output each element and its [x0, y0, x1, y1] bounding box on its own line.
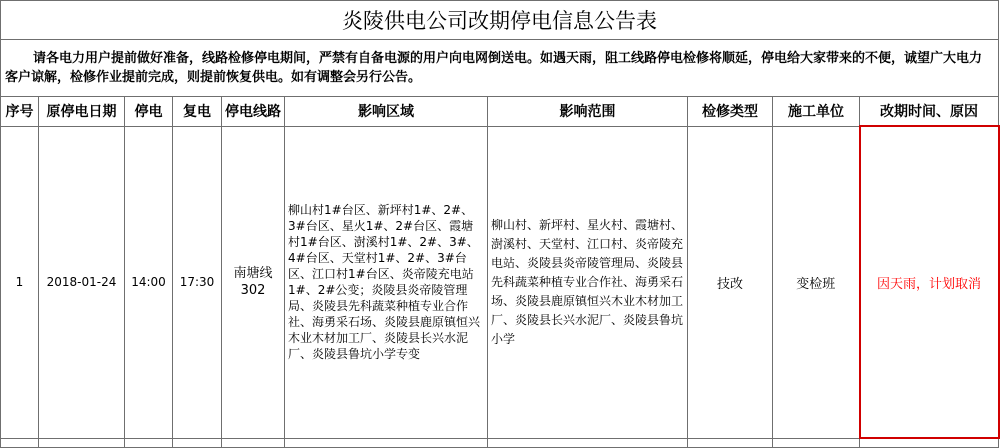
blank-cell — [688, 438, 773, 448]
cell-reason[interactable]: 因天雨，计划取消 — [860, 126, 999, 438]
blank-cell — [173, 438, 222, 448]
blank-cell — [39, 438, 125, 448]
col-header-date: 原停电日期 — [39, 97, 125, 127]
col-header-reason: 改期时间、原因 — [860, 97, 999, 127]
cell-range: 柳山村、新坪村、星火村、霞塘村、澍溪村、天堂村、江口村、炎帝陵充电站、炎陵县炎帝陵管理局、炎陵县先科蔬菜种植专业合作社、海勇采石场、炎陵县鹿原镇恒兴木业木材加工厂、炎陵县长兴水泥厂、炎陵县鲁坑小学 — [488, 126, 688, 438]
intro-row — [1, 40, 999, 97]
col-header-off: 停电 — [125, 97, 173, 127]
cell-off-time: 14:00 — [125, 126, 173, 438]
page-title: 炎陵供电公司改期停电信息公告表 — [1, 1, 999, 40]
title-row — [1, 1, 999, 40]
blank-cell — [125, 438, 173, 448]
blank-cell — [773, 438, 860, 448]
intro-text: 请各电力用户提前做好准备，线路检修停电期间，严禁有自备电源的用户向电网倒送电。如遇天雨，阻工线路停电检修将顺延，停电给大家带来的不便，诚望广大电力客户谅解，检修作业提前完成，则提前恢复供电。如有调整会另行公告。 — [5, 51, 983, 85]
cell-type: 技改 — [688, 126, 773, 438]
intro-notice — [1, 40, 999, 97]
col-header-type: 检修类型 — [688, 97, 773, 127]
blank-row — [1, 438, 999, 448]
cell-date: 2018-01-24 — [39, 126, 125, 438]
blank-cell — [285, 438, 488, 448]
col-header-line: 停电线路 — [222, 97, 285, 127]
cell-no: 1 — [1, 126, 39, 438]
cell-unit: 变检班 — [773, 126, 860, 438]
col-header-area: 影响区域 — [285, 97, 488, 127]
cell-on-time: 17:30 — [173, 126, 222, 438]
blank-cell — [488, 438, 688, 448]
header-row — [1, 97, 999, 127]
col-header-on: 复电 — [173, 97, 222, 127]
blank-cell — [860, 438, 999, 448]
cell-area: 柳山村1#台区、新坪村1#、2#、3#台区、星火1#、2#台区、霞塘村1#台区、澍溪村1#、2#、3#、4#台区、天堂村1#、2#、3#台区、江口村1#台区、炎帝陵充电站1#、2#公变；炎陵县炎帝陵管理局、炎陵县先科蔬菜种植专业合作社、海勇采石场、炎陵县鹿原镇恒兴木业木材加工厂、炎陵县长兴水泥厂、炎陵县鲁坑小学专变 — [285, 126, 488, 438]
col-header-range: 影响范围 — [488, 97, 688, 127]
blank-cell — [222, 438, 285, 448]
col-header-no: 序号 — [1, 97, 39, 127]
col-header-unit: 施工单位 — [773, 97, 860, 127]
cell-line: 南塘线302 — [222, 126, 285, 438]
blank-cell — [1, 438, 39, 448]
table-row — [1, 126, 999, 438]
